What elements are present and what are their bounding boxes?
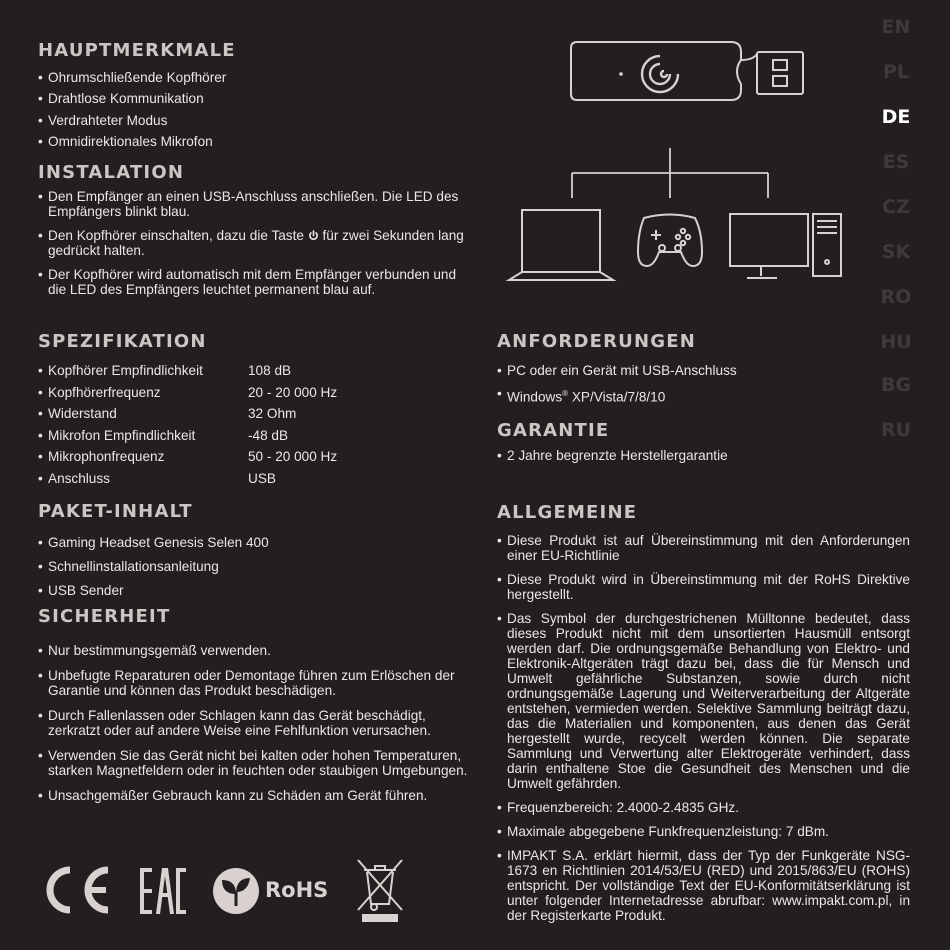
lang-ru[interactable]: RU (880, 419, 912, 441)
lang-sk[interactable]: SK (881, 241, 911, 263)
list-item: • Das Symbol der durchgestrichenen Mülltonne bedeutet, dass dieses Produkt nicht mit dem unsortierten Hausmüll entsorgt werden darf. Die ordnungsgemäße Behandlung von Elektro- und Elektronik-Altgeräten trägt dazu bei, dass die für Mensch und Umwelt gefährliche Substanzen, sowie durch nicht ordnungsgemäße Lagerung und Weiterverarbeitung der Altgeräte entstehen, vermieden werden. Selektive Sammlung beiträgt dazu, das die Materialien und komponenten, aus denen das Gerät hergestellt wurde, recycelt werden können. Die separate Sammlung und Verwertung alter Elektrogeräte verhindert, dass darin enthaltene Stoe die Gesundheit des Menschen und die Umwelt gefährden. (497, 611, 910, 791)
list-item: • Den Empfänger an einen USB-Anschluss anschließen. Die LED des Empfängers blinkt blau. (38, 189, 470, 219)
weee-bin-icon (355, 856, 405, 924)
table-row (38, 471, 468, 493)
spec-value: -48 dB (248, 427, 289, 443)
list-item: • Verwenden Sie das Gerät nicht bei kalten oder hohen Temperaturen, starken Magnetfeldern oder in feuchten oder staubigen Umgebungen. (38, 748, 470, 778)
hauptmerkmale-heading: HAUPTMERKMALE (38, 40, 236, 61)
laptop-icon (509, 210, 613, 280)
list-item: • Frequenzbereich: 2.4000-2.4835 GHz. (497, 800, 910, 815)
spec-value: 20 - 20 000 Hz (248, 384, 338, 400)
spezifikation-heading: SPEZIFIKATION (38, 331, 207, 352)
list-item: • USB Sender (38, 579, 468, 603)
lang-de[interactable]: DE (881, 106, 911, 128)
hauptmerkmale-list (38, 67, 458, 152)
list-item: • Verdrahteter Modus (38, 110, 458, 131)
lang-hu[interactable]: HU (880, 331, 912, 353)
list-item: • Gaming Headset Genesis Selen 400 (38, 531, 468, 555)
list-item (38, 228, 470, 258)
garantie-heading: GARANTIE (497, 420, 610, 441)
spec-label: Anschluss (48, 470, 110, 486)
lang-en[interactable]: EN (881, 16, 911, 38)
anforderungen-list (497, 359, 912, 409)
anforderungen-heading: ANFORDERUNGEN (497, 331, 696, 352)
connection-diagram (505, 38, 855, 283)
rohs-logo (212, 866, 332, 916)
list-item: • Unsachgemäßer Gebrauch kann zu Schäden am Gerät führen. (38, 788, 470, 803)
gamepad-icon (638, 215, 702, 267)
table-row (38, 449, 468, 471)
lang-es[interactable]: ES (882, 151, 910, 173)
table-row (38, 363, 468, 385)
table-row (38, 385, 468, 407)
spec-label: Widerstand (48, 406, 117, 421)
list-item: • Nur bestimmungsgemäß verwenden. (38, 643, 470, 658)
list-item: • Unbefugte Reparaturen oder Demontage führen zum Erlöschen der Garantie und können das Produkt beschädigen. (38, 668, 470, 698)
spec-value: USB (248, 470, 276, 486)
registered-mark: ® (562, 389, 569, 398)
list-item: • Schnellinstallationsanleitung (38, 555, 468, 579)
spec-value: 32 Ohm (248, 406, 297, 421)
leaf-icon (212, 866, 262, 916)
list-item: • Omnidirektionales Mikrofon (38, 131, 458, 152)
lang-pl[interactable]: PL (882, 61, 910, 83)
paket-heading: PAKET-INHALT (38, 501, 193, 522)
list-item: • 2 Jahre begrenzte Herstellergarantie (497, 448, 912, 463)
spec-label: Kopfhörer Empfindlichkeit (48, 363, 203, 378)
connector-lines (572, 148, 768, 198)
power-icon (308, 228, 319, 243)
table-row (38, 428, 468, 450)
lang-ro[interactable]: RO (880, 286, 912, 308)
lang-cz[interactable]: CZ (882, 196, 910, 218)
item-text: XP/Vista/7/8/10 (568, 389, 666, 405)
allgemeine-list (497, 533, 910, 923)
eac-mark-logo (138, 866, 188, 916)
item-text: Windows (507, 389, 563, 405)
list-item: • Ohrumschließende Kopfhörer (38, 67, 458, 88)
desktop-pc-icon (730, 214, 841, 278)
spec-value: 50 - 20 000 Hz (248, 449, 338, 464)
ce-mark-logo (40, 864, 112, 916)
spec-label: Mikrofon Empfindlichkeit (48, 427, 196, 443)
list-item: • IMPAKT S.A. erklärt hiermit, dass der Typ der Funkgeräte NSG-1673 en Richtlinien 2014/53/EU (RED) und 2015/863/EU (ROHS) entspricht. Der vollständige Text der EU-Konformitätserklärung ist unter folgender Internetadresse abrufbar: www.impakt.com.pl, in der Registerkarte Produkt. (497, 848, 910, 923)
list-item: • PC oder ein Gerät mit USB-Anschluss (497, 359, 912, 382)
list-item: • Drahtlose Kommunikation (38, 88, 458, 109)
list-item: • Diese Produkt wird in Übereinstimmung mit der RoHS Direktive hergestellt. (497, 572, 910, 602)
table-row (38, 406, 468, 428)
sicherheit-list (38, 643, 470, 803)
spec-label: Kopfhörerfrequenz (48, 384, 161, 400)
list-item: • Maximale abgegebene Funkfrequenzleistung: 7 dBm. (497, 824, 910, 839)
sicherheit-heading: SICHERHEIT (38, 606, 171, 627)
usb-receiver-icon (571, 42, 803, 100)
spec-value: 108 dB (248, 363, 292, 378)
spec-label: Mikrophonfrequenz (48, 449, 165, 464)
instalation-heading: INSTALATION (38, 162, 185, 183)
spezifikation-table (38, 363, 468, 492)
list-item: • Durch Fallenlassen oder Schlagen kann das Gerät beschädigt, zerkratzt oder auf andere Weise eine Fehlfunktion verursachen. (38, 708, 470, 738)
paket-list (38, 531, 468, 603)
list-item: • Diese Produkt ist auf Übereinstimmung mit den Anforderungen einer EU-Richtlinie (497, 533, 910, 563)
rohs-label: RoHS (265, 878, 329, 902)
garantie-list (497, 448, 912, 463)
list-item (497, 382, 912, 409)
allgemeine-heading: ALLGEMEINE (497, 502, 638, 523)
lang-bg[interactable]: BG (880, 374, 912, 396)
item-text: Den Kopfhörer einschalten, dazu die Taste (48, 228, 304, 243)
list-item: • Der Kopfhörer wird automatisch mit dem Empfänger verbunden und die LED des Empfängers leuchtet permanent blau auf. (38, 267, 470, 297)
item-text: für zwei Sekunden lang gedrückt halten. (48, 228, 464, 258)
instalation-list (38, 189, 470, 297)
